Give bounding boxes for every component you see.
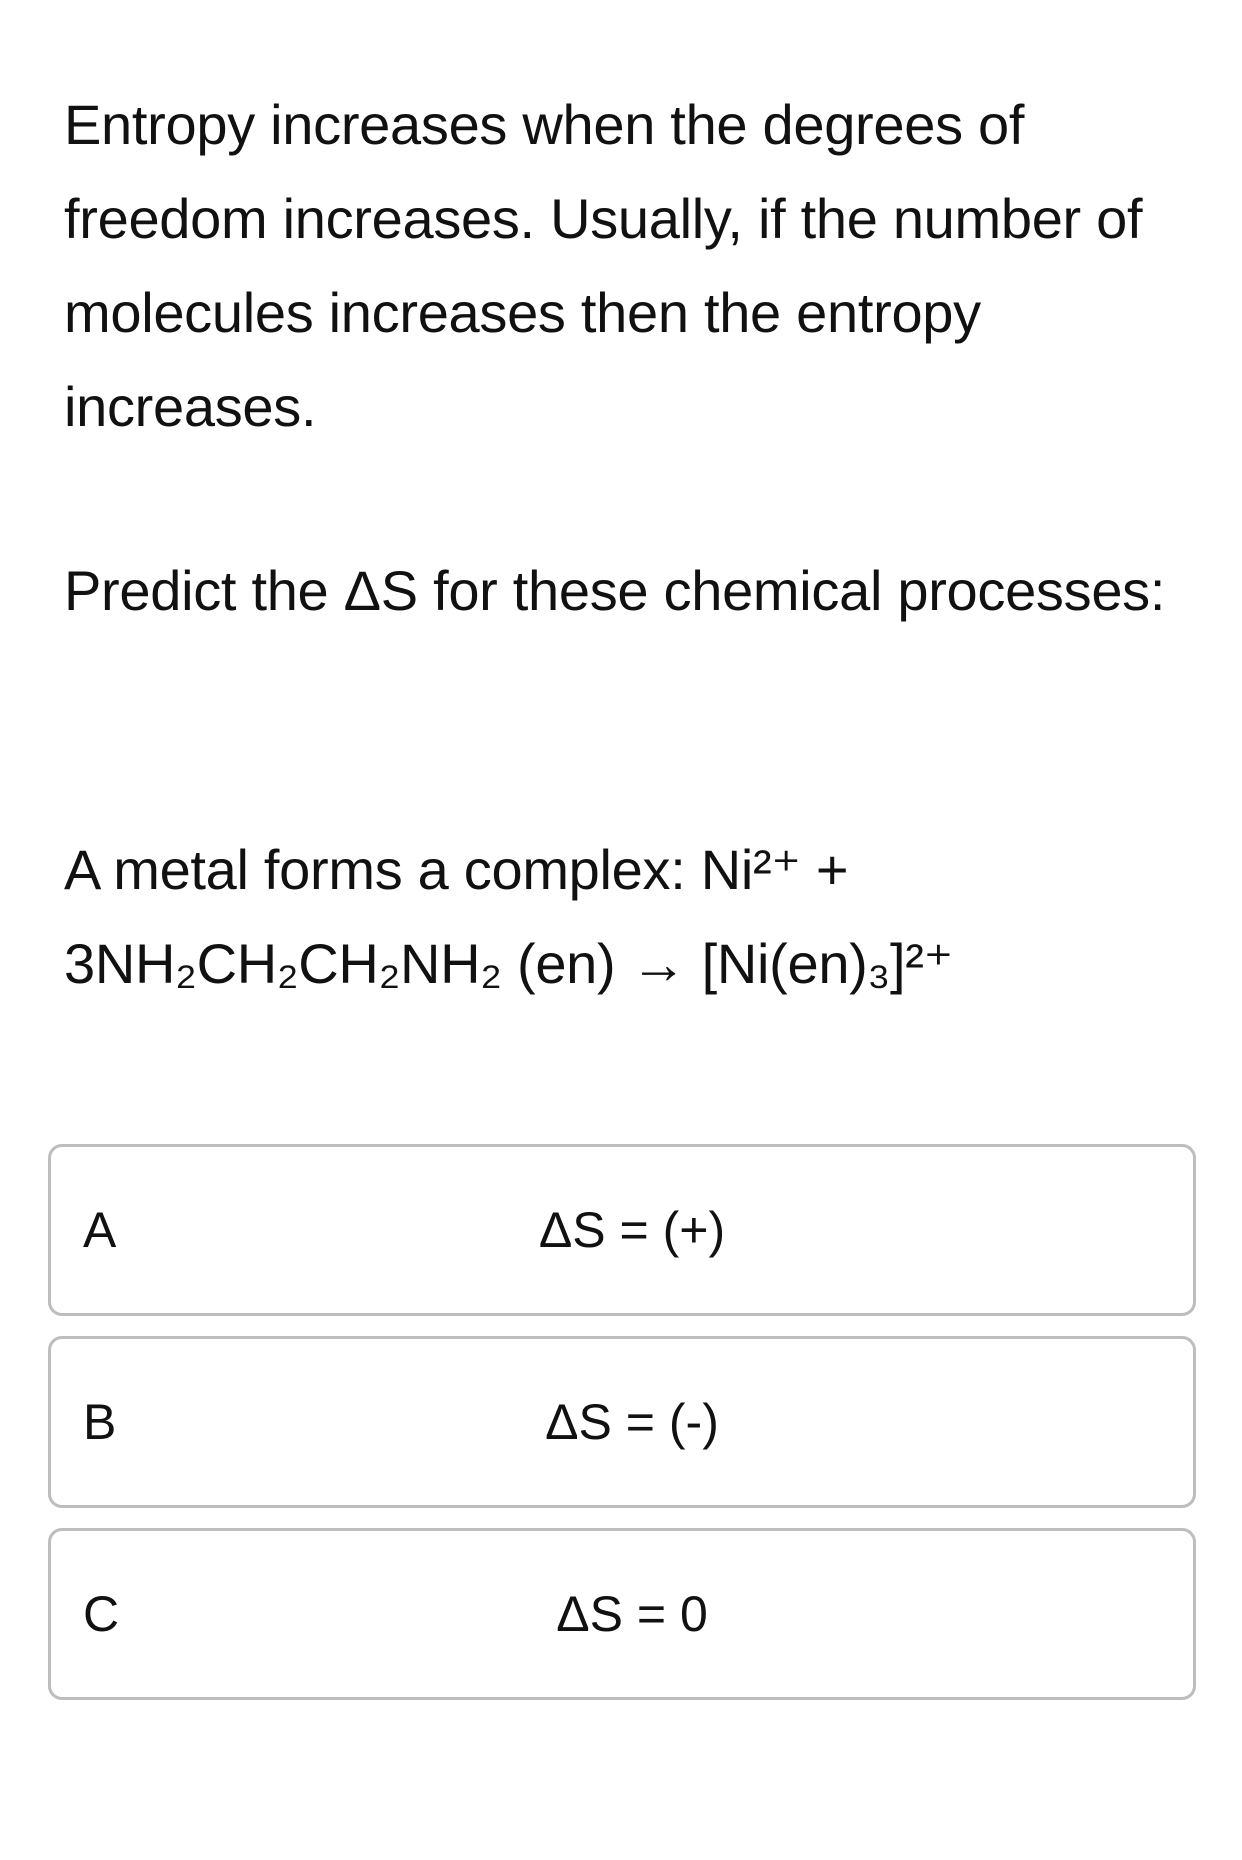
option-text: ΔS = 0 (556, 1586, 708, 1642)
option-letter: A (83, 1202, 117, 1258)
option-text: ΔS = (-) (545, 1394, 719, 1450)
answer-option-a[interactable] (48, 1144, 1196, 1316)
answer-option-c[interactable] (48, 1528, 1196, 1700)
answer-option-b[interactable] (48, 1336, 1196, 1508)
option-text: ΔS = (+) (538, 1202, 726, 1258)
option-letter: C (83, 1586, 120, 1642)
question-text: A metal forms a complex: Ni²⁺ + 3NH₂CH₂CH₂NH₂ (en) → [Ni(en)₃]²⁺ (64, 838, 953, 995)
question-prompt: Predict the ΔS for these chemical processes: (64, 559, 1166, 622)
intro-paragraph: Entropy increases when the degrees of freedom increases. Usually, if the number of molecules increases then the entropy increases. (64, 93, 1143, 438)
option-letter: B (83, 1394, 117, 1450)
